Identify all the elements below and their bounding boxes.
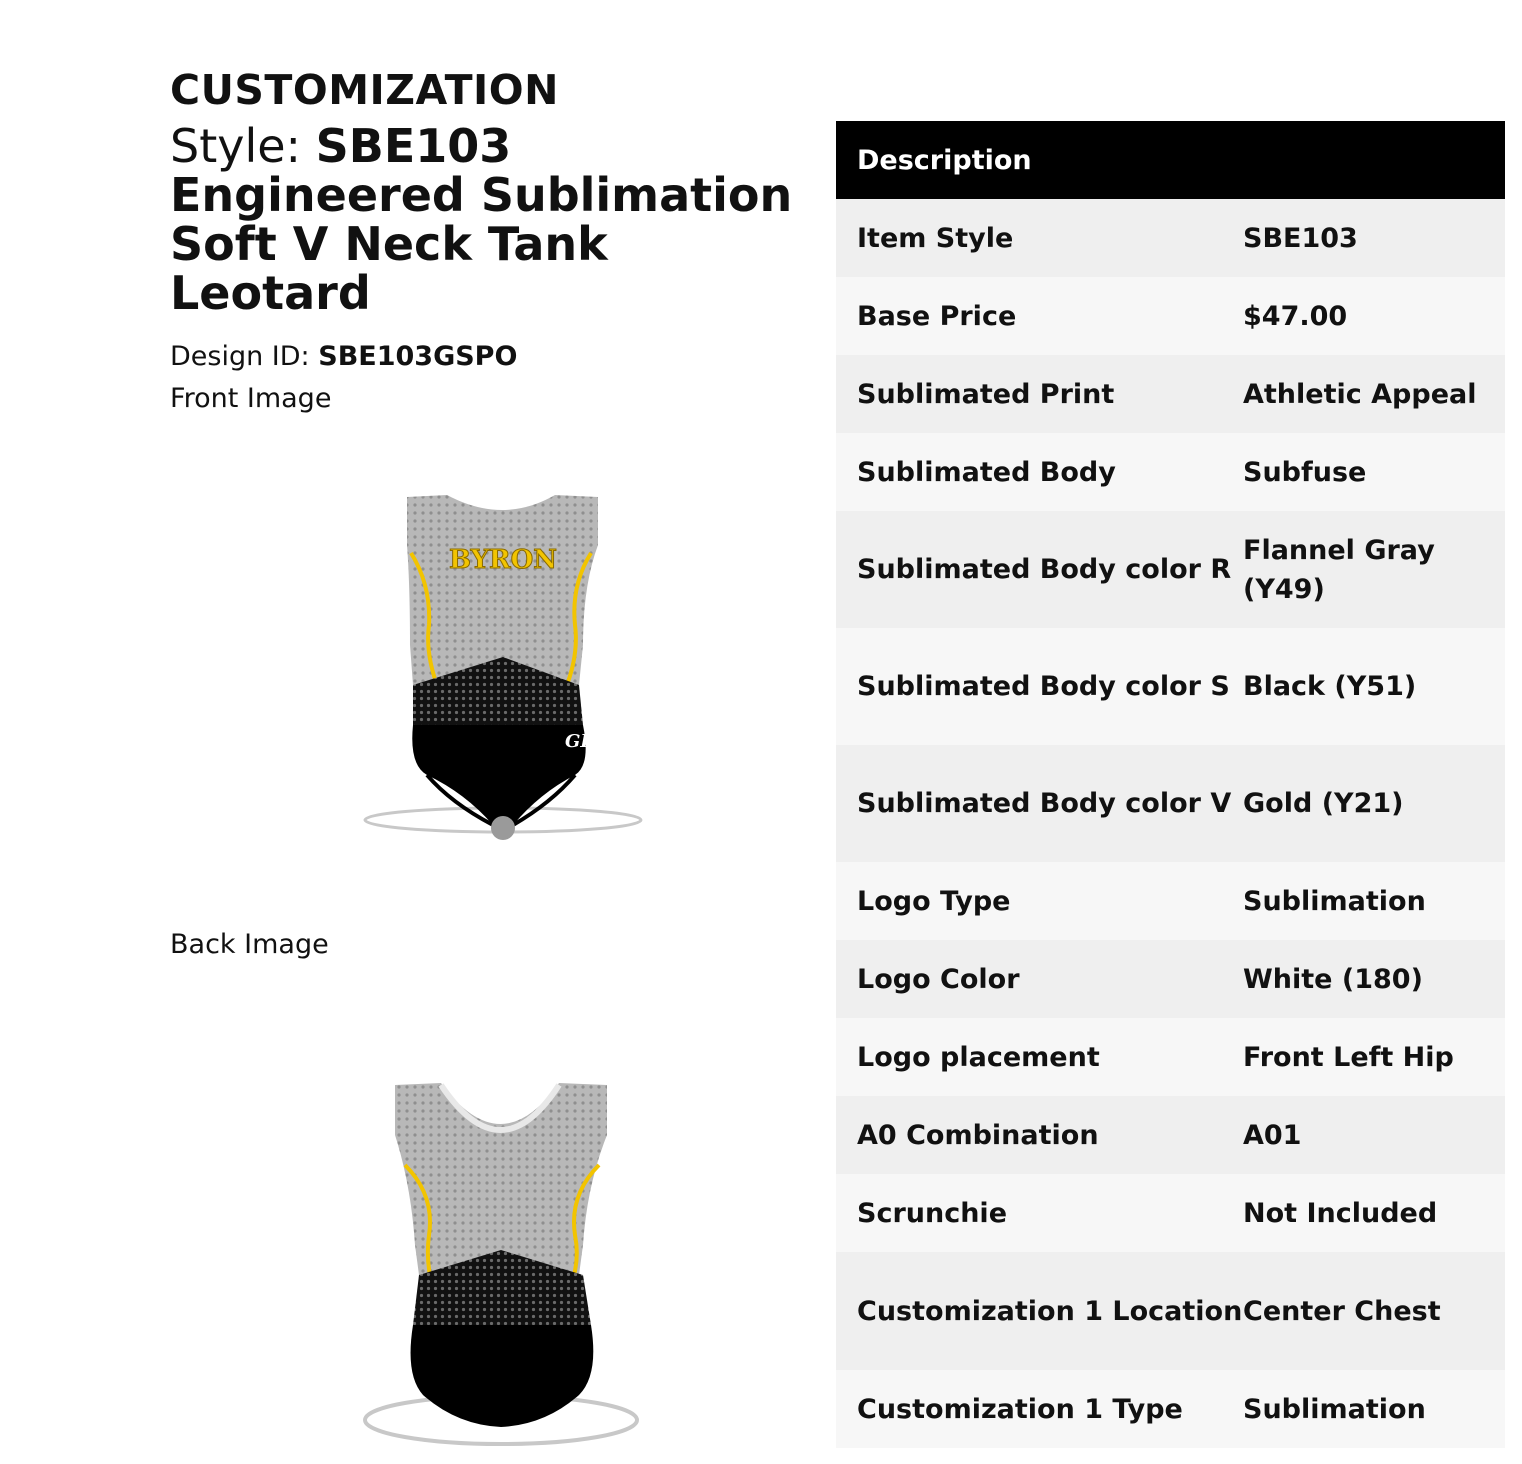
row-value: A01 xyxy=(1243,1119,1302,1151)
design-id xyxy=(170,340,820,374)
description-row xyxy=(836,1174,1505,1252)
row-label: Logo Type xyxy=(857,885,1011,917)
row-value: Sublimation xyxy=(1243,885,1426,917)
description-row xyxy=(836,1018,1505,1096)
design-id-label: Design ID: xyxy=(170,341,310,372)
row-value: $47.00 xyxy=(1243,300,1348,332)
row-value: Sublimation xyxy=(1243,1393,1426,1425)
description-row xyxy=(836,1252,1505,1370)
row-value: Gold (Y21) xyxy=(1243,788,1404,819)
row-label: Sublimated Body color R xyxy=(857,554,1232,585)
description-row xyxy=(836,628,1505,745)
row-label: Base Price xyxy=(857,300,1017,332)
description-row xyxy=(836,940,1505,1018)
row-label: Sublimated Print xyxy=(857,378,1115,410)
description-rows xyxy=(836,199,1505,1448)
back-leotard-image xyxy=(355,1075,655,1455)
row-label: Logo Color xyxy=(857,963,1020,995)
section-heading: CUSTOMIZATION xyxy=(170,66,559,114)
style-prefix: Style: xyxy=(170,119,302,173)
row-value: Front Left Hip xyxy=(1243,1041,1454,1073)
customization-panel xyxy=(170,66,820,416)
row-value: Athletic Appeal xyxy=(1243,378,1477,410)
row-label: A0 Combination xyxy=(857,1119,1099,1151)
description-row xyxy=(836,862,1505,940)
gk-logo-icon: GK xyxy=(565,731,597,752)
row-label: Sublimated Body xyxy=(857,456,1116,488)
description-row xyxy=(836,745,1505,862)
row-label: Customization 1 Type xyxy=(857,1393,1183,1425)
front-leotard-image xyxy=(355,485,655,845)
description-row xyxy=(836,1370,1505,1448)
row-value: Flannel Gray (Y49) xyxy=(1243,534,1435,605)
description-row xyxy=(836,511,1505,628)
row-label: Scrunchie xyxy=(857,1197,1008,1229)
description-row xyxy=(836,277,1505,355)
description-row xyxy=(836,355,1505,433)
description-row xyxy=(836,1096,1505,1174)
description-header: Description xyxy=(836,121,1505,199)
description-table xyxy=(836,121,1505,1448)
stand-knob xyxy=(491,816,515,840)
front-image-label: Front Image xyxy=(170,383,332,414)
back-lower xyxy=(411,1325,594,1427)
leotard-upper xyxy=(407,495,598,685)
row-label: Sublimated Body color S xyxy=(857,671,1230,702)
row-label: Item Style xyxy=(857,222,1014,254)
back-image-label: Back Image xyxy=(170,929,329,960)
style-name: SBE103 Engineered Sublimation Soft V Neck Tank Leotard xyxy=(170,119,793,320)
design-id-value: SBE103GSPO xyxy=(318,341,518,372)
row-value: Black (Y51) xyxy=(1243,671,1417,702)
row-value: SBE103 xyxy=(1243,222,1358,254)
description-row xyxy=(836,199,1505,277)
row-value: Subfuse xyxy=(1243,456,1367,488)
row-value: Center Chest xyxy=(1243,1295,1441,1327)
style-title xyxy=(170,119,820,320)
chest-lettering: BYRON xyxy=(448,545,558,575)
row-value: White (180) xyxy=(1243,963,1423,995)
row-label: Sublimated Body color V xyxy=(857,788,1232,819)
row-label: Logo placement xyxy=(857,1041,1100,1073)
description-row xyxy=(836,433,1505,511)
row-label: Customization 1 Location xyxy=(857,1295,1243,1327)
row-value: Not Included xyxy=(1243,1197,1438,1229)
